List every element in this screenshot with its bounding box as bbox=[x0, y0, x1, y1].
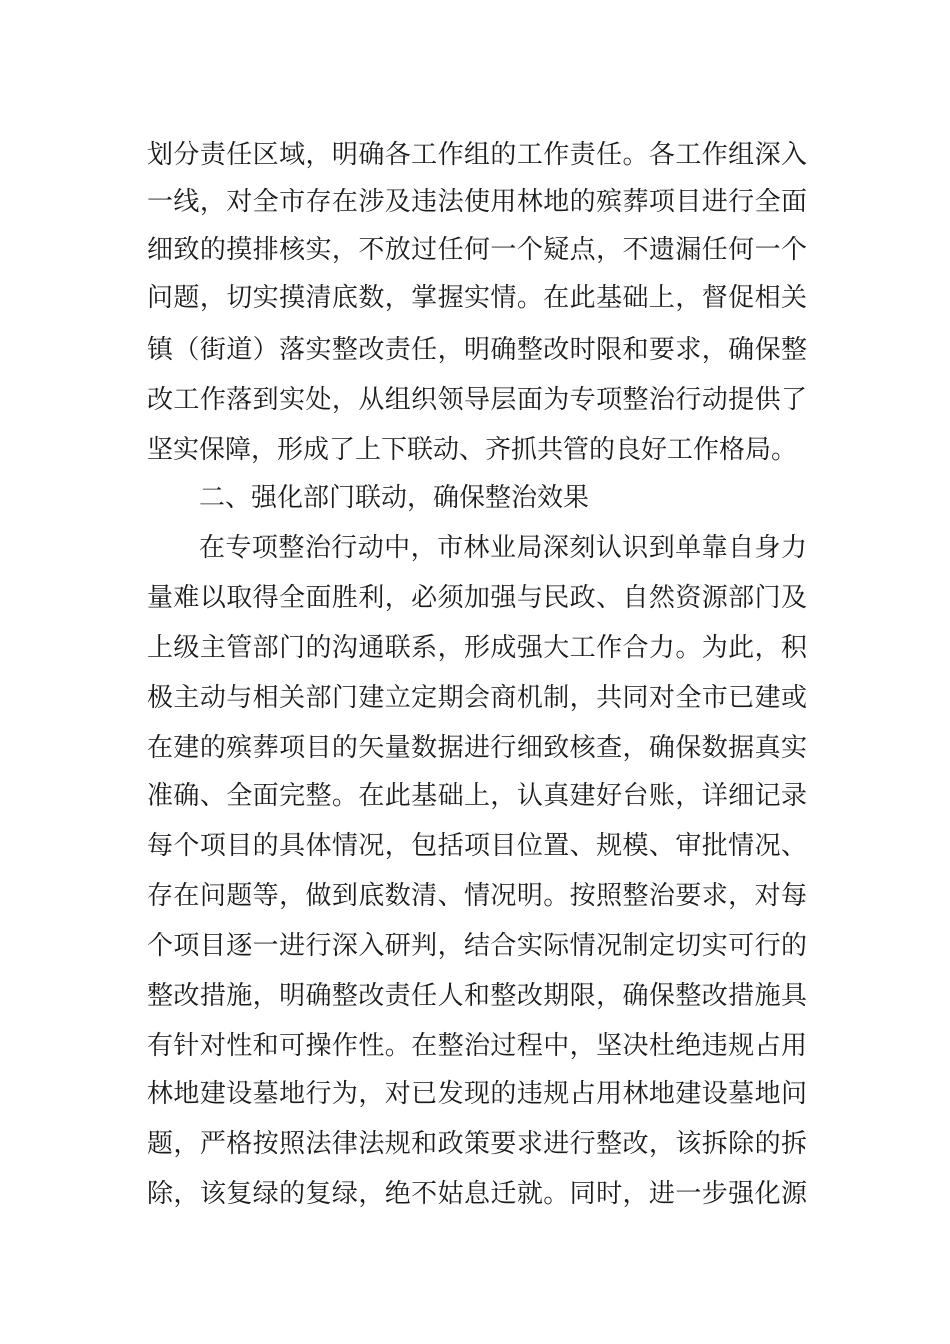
paragraph-line: 在专项整治行动中，市林业局深刻认识到单靠自身力 bbox=[199, 533, 807, 563]
paragraph-line: 划分责任区域，明确各工作组的工作责任。各工作组深入 bbox=[147, 140, 807, 170]
paragraph-line: 每个项目的具体情况，包括项目位置、规模、审批情况、 bbox=[147, 831, 807, 861]
paragraph-line: 细致的摸排核实，不放过任何一个疑点，不遗漏任何一个 bbox=[147, 235, 807, 265]
paragraph-line: 题，严格按照法律法规和政策要求进行整改，该拆除的拆 bbox=[147, 1129, 807, 1159]
paragraph-line: 问题，切实摸清底数，掌握实情。在此基础上，督促相关 bbox=[147, 283, 807, 313]
paragraph-line: 坚实保障，形成了上下联动、齐抓共管的良好工作格局。 bbox=[147, 435, 798, 465]
paragraph-line: 存在问题等，做到底数清、情况明。按照整治要求，对每 bbox=[147, 881, 807, 911]
paragraph-line: 有针对性和可操作性。在整治过程中，坚决杜绝违规占用 bbox=[147, 1031, 807, 1061]
paragraph-line: 在建的殡葬项目的矢量数据进行细致核查，确保数据真实 bbox=[147, 733, 807, 763]
paragraph-line: 个项目逐一进行深入研判，结合实际情况制定切实可行的 bbox=[147, 931, 807, 961]
paragraph-line: 上级主管部门的沟通联系，形成强大工作合力。为此，积 bbox=[147, 633, 807, 663]
section-heading: 二、强化部门联动，确保整治效果 bbox=[199, 483, 590, 513]
paragraph-line: 整改措施，明确整改责任人和整改期限，确保整改措施具 bbox=[147, 981, 807, 1011]
paragraph-line: 改工作落到实处，从组织领导层面为专项整治行动提供了 bbox=[147, 385, 807, 415]
paragraph-line: 极主动与相关部门建立定期会商机制，共同对全市已建或 bbox=[147, 683, 807, 713]
paragraph-line: 准确、全面完整。在此基础上，认真建好台账，详细记录 bbox=[147, 781, 807, 811]
paragraph-line: 林地建设墓地行为，对已发现的违规占用林地建设墓地问 bbox=[147, 1079, 807, 1109]
paragraph-line: 一线，对全市存在涉及违法使用林地的殡葬项目进行全面 bbox=[147, 187, 807, 217]
paragraph-line: 除，该复绿的复绿，绝不姑息迁就。同时，进一步强化源 bbox=[147, 1179, 807, 1209]
paragraph-line: 量难以取得全面胜利，必须加强与民政、自然资源部门及 bbox=[147, 583, 807, 613]
paragraph-line: 镇（街道）落实整改责任，明确整改时限和要求，确保整 bbox=[147, 335, 807, 365]
